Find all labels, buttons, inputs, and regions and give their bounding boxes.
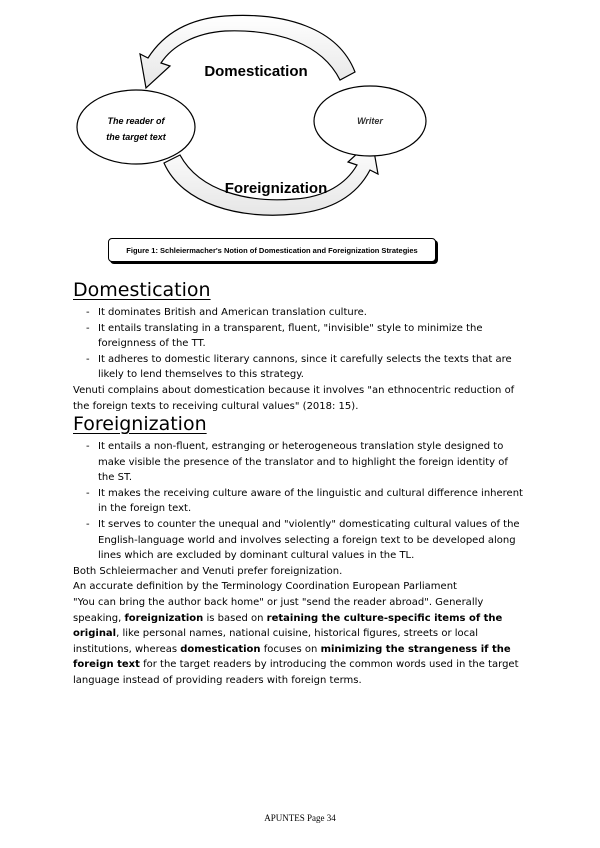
reader-label-line2: the target text — [106, 132, 166, 142]
foreignization-section — [73, 439, 525, 689]
bottom-label: Foreignization — [224, 180, 328, 197]
top-label: Domestication — [204, 63, 308, 80]
definition-paragraph — [73, 595, 525, 689]
def-text: focuses on — [260, 643, 321, 655]
def-bold-term: foreignization — [124, 612, 204, 624]
domestication-bullets — [73, 305, 525, 383]
bullet-item: - It entails a non-fluent, estranging or heterogeneous translation style designed to make visible the presence of the translator and to highlight the foreign identity of the ST. — [73, 439, 525, 486]
reader-node — [77, 90, 195, 164]
venuti-paragraph: Venuti complains about domestication because it involves "an ethnocentric reduction of the foreign texts to receiving cultural values" (2018: 15). — [73, 384, 515, 412]
def-text: , like personal names, national cuisine, historical figures, streets or local institutions, whereas — [73, 628, 479, 655]
preference-line: Both Schleiermacher and Venuti prefer foreignization. — [73, 565, 343, 577]
domestication-section — [73, 305, 525, 414]
def-text: is based on — [203, 612, 267, 624]
def-bold-term: domestication — [180, 643, 261, 655]
bullet-item: - It adheres to domestic literary cannons, since it carefully selects the texts that are likely to lend themselves to this strategy. — [73, 352, 525, 383]
bullet-item: - It serves to counter the unequal and "violently" domesticating cultural values of the English-language world and involves selecting a foreign text to be developed along lines which are excluded by dominant cultural values in the TL. — [73, 517, 525, 564]
bullet-item: - It entails translating in a transparent, fluent, "invisible" style to minimize the foreignness of the TT. — [73, 321, 525, 352]
page-footer: APUNTES Page 34 — [264, 813, 336, 823]
domestication-heading: Domestication — [73, 279, 211, 301]
bullet-item: - It dominates British and American translation culture. — [73, 305, 525, 321]
figure-caption-text: Figure 1: Schleiermacher's Notion of Domestication and Foreignization Strategies — [126, 245, 418, 255]
def-bold-term: minimizing the strangeness if the foreign text — [73, 643, 511, 671]
foreignization-bullets — [73, 439, 525, 564]
foreignization-heading: Foreignization — [73, 413, 207, 435]
def-text: "You can bring the author back home" or just "send the reader abroad". Generally speaking, — [73, 596, 484, 624]
figure-caption — [108, 238, 436, 262]
bullet-item: - It makes the receiving culture aware of the linguistic and cultural difference inherent in the foreign text. — [73, 486, 525, 517]
def-bold-term: retaining the culture-specific items of the original — [73, 612, 503, 640]
definition-source-line: An accurate definition by the Terminology Coordination European Parliament — [73, 581, 457, 593]
domestication-foreignization-diagram — [60, 0, 460, 270]
reader-label-line1: The reader of — [107, 116, 165, 126]
writer-label: Writer — [357, 116, 383, 126]
def-text: for the target readers by introducing the common words used in the target language instead of providing readers with foreign terms. — [73, 659, 519, 686]
